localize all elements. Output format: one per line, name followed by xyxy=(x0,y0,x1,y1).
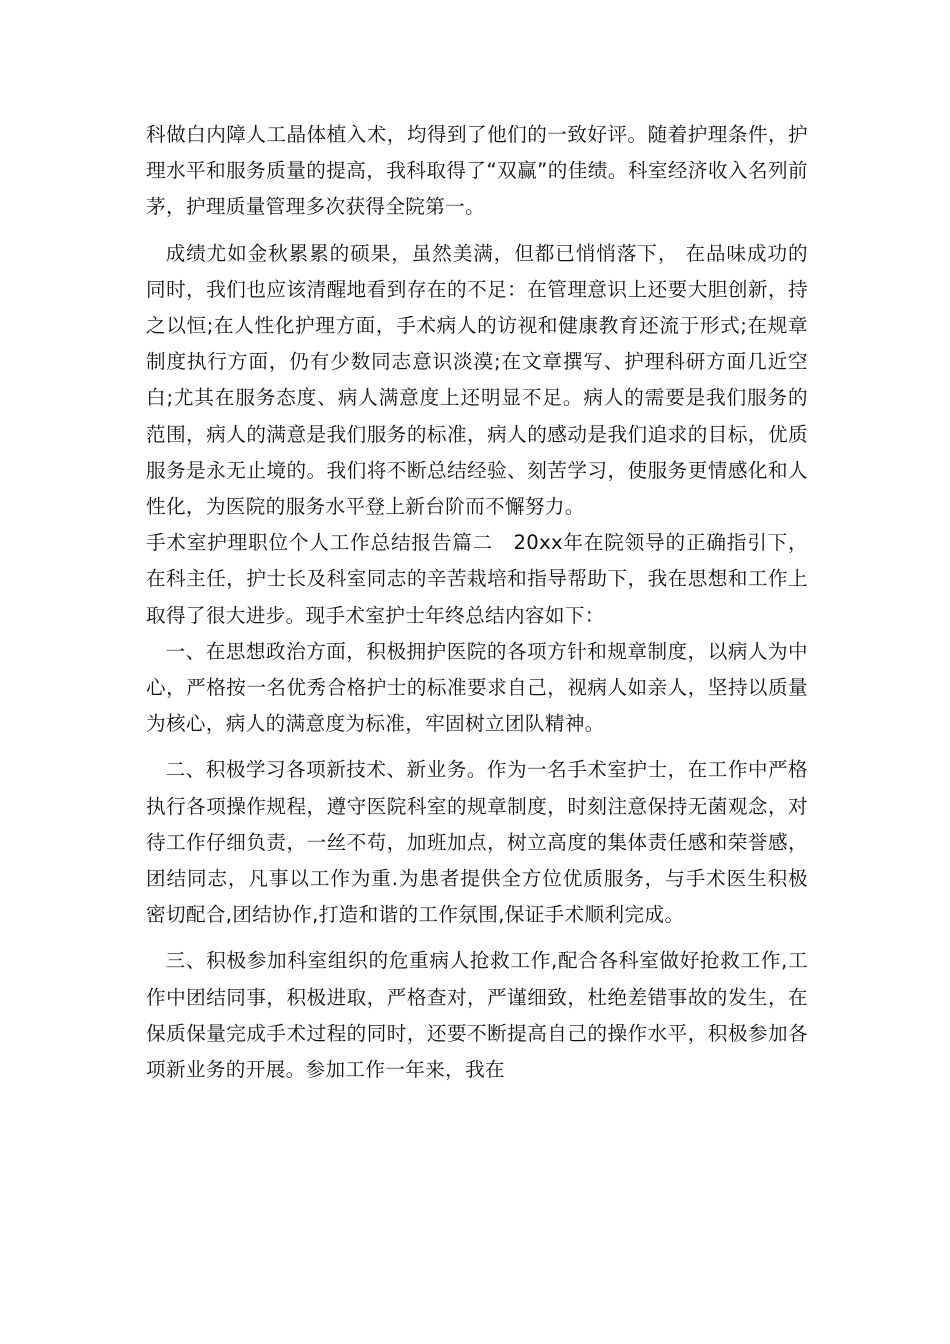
paragraph-report-part-two-intro: 手术室护理职位个人工作总结报告篇二 20xx年在院领导的正确指引下，在科主任，护士长及科室同志的辛苦栽培和指导帮助下，我在思想和工作上取得了很大进步。现手术室护士年终总结内容如下： xyxy=(146,531,808,627)
paragraph-cataract-results: 科做白内障人工晶体植入术，均得到了他们的一致好评。随着护理条件，护理水平和服务质量的提高，我科取得了“双赢”的佳绩。科室经济收入名列前茅，护理质量管理多次获得全院第一。 xyxy=(146,123,808,219)
document-body xyxy=(146,117,808,1088)
paragraph-achievements-and-shortcomings: 成绩尤如金秋累累的硕果，虽然美满，但都已悄悄落下， 在品味成功的同时，我们也应该清醒地看到存在的不足：在管理意识上还要大胆创新，持之以恒;在人性化护理方面，手术病人的访视和健康教育还流于形式;在规章制度执行方面，仍有少数同志意识淡漠;在文章撰写、护理科研方面几近空白;尤其在服务态度、病人满意度上还明显不足。病人的需要是我们服务的范围，病人的满意是我们服务的标准，病人的感动是我们追求的目标，优质服务是永无止境的。我们将不断总结经验、刻苦学习，使服务更情感化和人性化，为医院的服务水平登上新台阶而不懈努力。 xyxy=(146,241,808,519)
paragraph-section-three-rescue: 三、积极参加科室组织的危重病人抢救工作,配合各科室做好抢救工作,工作中团结同事，积极进取，严格查对，严谨细致，杜绝差错事故的发生，在保质保量完成手术过程的同时，还要不断提高自己的操作水平，积极参加各项新业务的开展。参加工作一年来，我在 xyxy=(146,949,808,1082)
paragraph-section-two-learning: 二、积极学习各项新技术、新业务。作为一名手术室护士，在工作中严格执行各项操作规程，遵守医院科室的规章制度，时刻注意保持无菌观念，对待工作仔细负责，一丝不苟，加班加点，树立高度的集体责任感和荣誉感，团结同志，凡事以工作为重.为患者提供全方位优质服务，与手术医生积极密切配合,团结协作,打造和谐的工作氛围,保证手术顺利完成。 xyxy=(146,758,808,927)
paragraph-section-one-political: 一、在思想政治方面，积极拥护医院的各项方针和规章制度，以病人为中心，严格按一名优秀合格护士的标准要求自己，视病人如亲人，坚持以质量为核心，病人的满意度为标准，牢固树立团队精神。 xyxy=(146,639,808,736)
